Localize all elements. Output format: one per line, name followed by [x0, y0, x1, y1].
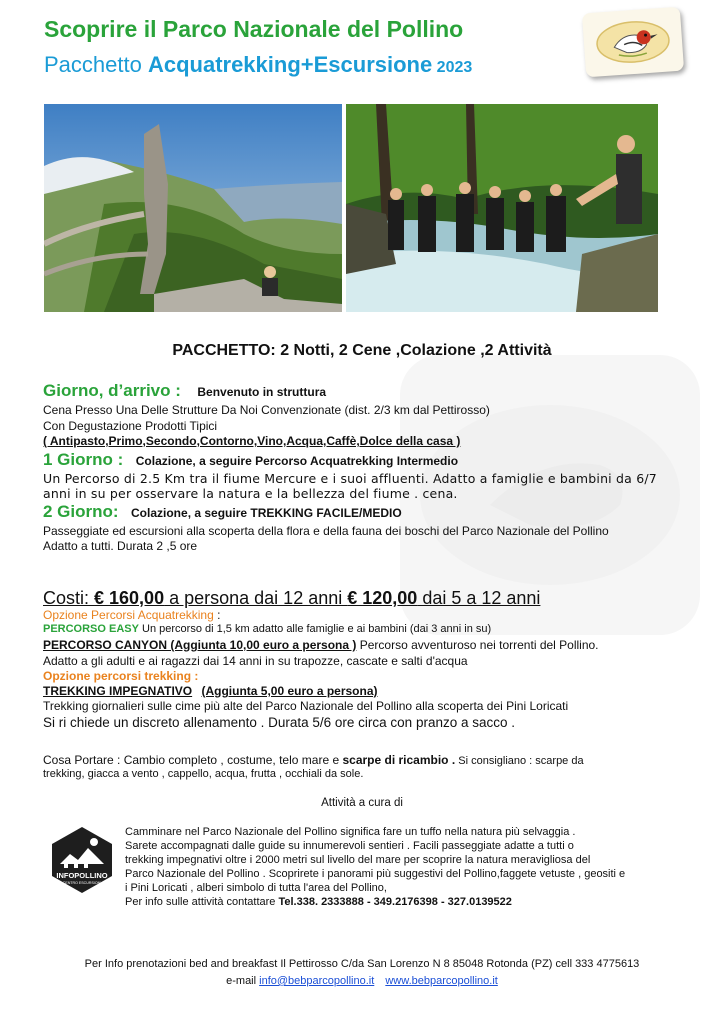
- day2-subheading: Colazione, a seguire TREKKING FACILE/MEDIO: [131, 506, 402, 520]
- price-adult: € 160,00: [94, 588, 165, 608]
- impegnativo-price: (Aggiunta 5,00 euro a persona): [201, 684, 378, 698]
- subtitle-prefix: Pacchetto: [44, 52, 148, 77]
- costs-mid: a persona dai 12 anni: [164, 588, 348, 608]
- infopollino-line-2: Sarete accompagnati dalle guide su innumerevoli sentieri . Facili passeggiate adatte a tutti o: [125, 840, 574, 852]
- day2-line2: Adatto a tutti. Durata 2 ,5 ore: [43, 539, 198, 553]
- subtitle-bold: Acquatrekking+Escursione: [147, 52, 433, 77]
- easy-row: [43, 623, 491, 635]
- subtitle-year: 2023: [432, 59, 473, 76]
- canyon-row: [43, 638, 599, 652]
- infopollino-line-5: i Pini Loricati , alberi simbolo di tutta l'area del Pollino,: [125, 882, 387, 894]
- price-child: € 120,00: [347, 588, 418, 608]
- bring-line2: trekking, giacca a vento , cappello, acqua, frutta , occhiali da sole.: [43, 768, 364, 780]
- infopollino-line-4: Parco Nazionale del Pollino . Scoprirete i panorami più suggestivi del Pollino,faggete vetuste , geositi e: [125, 868, 626, 880]
- day1-line1: Un Percorso di 2.5 Km tra il fiume Mercure e i suoi affluenti. Adatto a famiglie e bambini da 6/7: [43, 471, 657, 486]
- day0-subheading: Benvenuto in struttura: [197, 385, 327, 399]
- bring-line1: [43, 753, 584, 767]
- email-label: e-mail: [226, 975, 260, 987]
- contact-prefix: Per info sulle attività contattare: [125, 896, 279, 908]
- day2-heading: 2 Giorno:: [43, 502, 119, 521]
- day1-line2: anni in su per osservare la natura e la bellezza del fiume . cena.: [43, 486, 458, 501]
- day2-heading-row: [43, 502, 402, 522]
- activities-title: Attività a cura di: [321, 797, 403, 809]
- acqua-option-colon: :: [213, 608, 221, 622]
- bnb-logo: [582, 7, 684, 78]
- website-link[interactable]: www.bebparcopollino.it: [385, 975, 498, 987]
- day0-line1: Cena Presso Una Delle Strutture Da Noi Convenzionate (dist. 2/3 km dal Pettirosso): [43, 403, 490, 417]
- acqua-option-label: Opzione Percorsi Acquatrekking: [43, 608, 214, 622]
- impegnativo-row: [43, 684, 378, 698]
- canyon-text: Percorso avventuroso nei torrenti del Pollino.: [356, 638, 599, 652]
- impegnativo-label: TREKKING IMPEGNATIVO: [43, 684, 193, 698]
- contact-phones: Tel.338. 2333888 - 349.2176398 - 327.0139522: [278, 896, 512, 908]
- infopollino-line-3: trekking impegnativi oltre i 2000 metri sul livello del mare per scoprire la natura meravigliosa del: [125, 854, 591, 866]
- page-subtitle: [44, 52, 472, 78]
- bring-bold: scarpe di ricambio .: [342, 753, 456, 767]
- day0-heading-row: [43, 381, 326, 401]
- day1-heading-row: [43, 450, 458, 470]
- package-title: PACCHETTO: 2 Notti, 2 Cene ,Colazione ,2 Attività: [172, 342, 552, 359]
- footer-contacts: [0, 975, 724, 987]
- canyon-label: PERCORSO CANYON (Aggiunta 10,00 euro a persona ): [43, 638, 357, 652]
- infopollino-logo: [50, 826, 114, 894]
- day1-heading: 1 Giorno :: [43, 450, 124, 469]
- infopollino-contact: [125, 896, 512, 908]
- email-link[interactable]: info@bebparcopollino.it: [259, 975, 375, 987]
- day1-subheading: Colazione, a seguire Percorso Acquatrekking Intermedio: [135, 454, 459, 468]
- infopollino-line-1: Camminare nel Parco Nazionale del Pollino significa fare un tuffo nella natura più selvaggia .: [125, 826, 576, 838]
- day2-line1: Passeggiate ed escursioni alla scoperta della flora e della fauna dei boschi del Parco Nazionale del Pollino: [43, 524, 609, 538]
- costs-suffix: dai 5 a 12 anni: [417, 588, 541, 608]
- impegnativo-line1: Trekking giornalieri sulle cime più alte del Parco Nazionale del Pollino alla scoperta dei Pini Loricati: [43, 699, 569, 713]
- infopollino-logo-text: INFOPOLLINO: [56, 871, 108, 880]
- easy-text: Un percorso di 1,5 km adatto alle famiglie e ai bambini (dai 3 anni in su): [138, 623, 492, 635]
- robin-bird-icon: [582, 7, 684, 78]
- trek-option-label: Opzione percorsi trekking :: [43, 669, 199, 683]
- costs-prefix: Costi:: [43, 588, 95, 608]
- footer-info: Per Info prenotazioni bed and breakfast Il Pettirosso C/da San Lorenzo N 8 85048 Rotonda (PZ) cell 333 4775613: [84, 958, 640, 970]
- infopollino-logo-sub: CENTRO ESCURSIONI: [62, 881, 102, 885]
- page-title: Scoprire il Parco Nazionale del Pollino: [44, 16, 464, 42]
- canyon-line2: Adatto a gli adulti e ai ragazzi dai 14 anni in su trapozze, cascate e salti d'acqua: [43, 654, 468, 668]
- day0-line3: ( Antipasto,Primo,Secondo,Contorno,Vino,Acqua,Caffè,Dolce della casa ): [43, 434, 461, 448]
- acqua-option-row: [43, 608, 220, 622]
- easy-label: PERCORSO EASY: [43, 623, 139, 635]
- impegnativo-line2: Si ri chiede un discreto allenamento . Durata 5/6 ore circa con pranzo a sacco .: [43, 715, 515, 730]
- acquatrekking-photo: [346, 104, 658, 312]
- day0-heading: Giorno, d’arrivo :: [43, 381, 181, 400]
- bring-prefix: Cosa Portare : Cambio completo , costume, telo mare e: [43, 753, 343, 767]
- costs-line: [43, 588, 540, 609]
- bring-suffix: Si consigliano : scarpe da: [455, 755, 584, 767]
- mountain-photo: [44, 104, 342, 312]
- day0-line2: Con Degustazione Prodotti Tipici: [43, 419, 218, 433]
